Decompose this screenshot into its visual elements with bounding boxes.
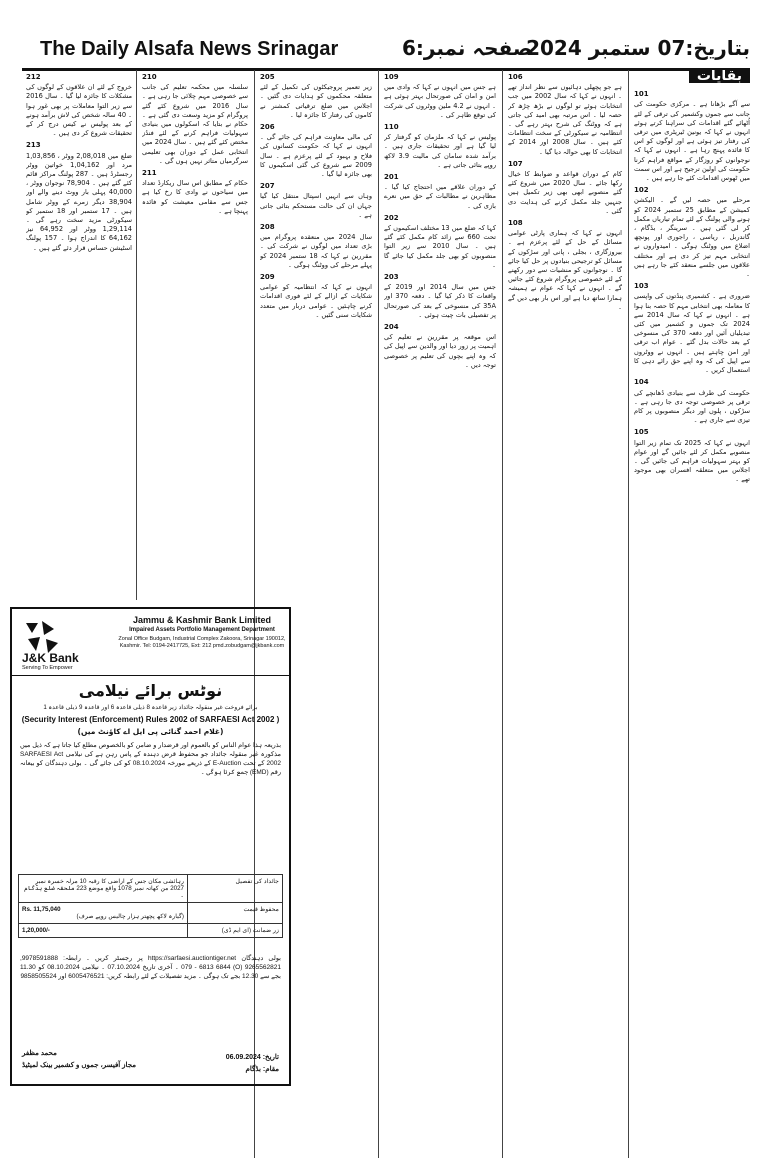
article-number: 202 <box>384 213 399 222</box>
article-number: 201 <box>384 173 399 182</box>
article-number: 203 <box>384 273 399 282</box>
article-text: وہاں سے انہیں اسپتال منتقل کیا گیا جہاں ان کی حالت مستحکم بتائی جاتی ہے ۔ <box>260 192 372 219</box>
table-row <box>19 903 283 924</box>
article-text: ضروری ہے ۔ کشمیری پنڈتوں کی واپسی کا معاملہ بھی انتخابی مہم کا حصہ بنا ہوا ہے ۔ انہوں نے کہا کہ سال 2014 سے 2024 تک جموں و کشمیر میں کئی تبدیلیاں آئیں اور دفعہ 370 کی منسوخی کے بعد حالات بدل گئے ۔ عوام اب ترقی اور امن چاہتے ہیں ۔ انہوں نے ووٹروں سے اپیل کی کہ وہ اپنے حق رائے دہی کا استعمال کریں ۔ <box>634 292 750 375</box>
bank-address: Zonal Office Budgam, Industrial Complex Zakoora, Srinagar 190012, Kashmir. Tel: 0194-2417725, Ext: 212 pmd.zobudgam@jkbank.com <box>118 636 286 649</box>
issue-date: بتاریخ:07 ستمبر 2024 <box>526 36 750 60</box>
article-number: 110 <box>384 123 399 132</box>
notice-body: بذریعہ ہذا عوام الناس کو بالعموم اور قرضدار و ضامن کو بالخصوص مطلع کیا جاتا ہے کہ ذیل میں مذکورہ غیر منقولہ جائداد جو محفوظ قرض دہندہ کے پاس رہن ہے کی نیلامی SARFAESI Act 2002 کے تحت E-Auction کے ذریعے مورخہ 08.10.2024 کو کی جائے گی ۔ بولی دہندگان کو بیعانہ رقم (EMD) جمع کرنا ہوگی ۔ <box>20 742 281 776</box>
article-text: ضلع میں 2,08,018 ووٹر ، 1,03,856 مرد اور 1,04,162 خواتین ووٹر رجسٹرڈ ہیں ۔ 287 پولنگ مراکز قائم کئے گئے ہیں ۔ 78,904 نوجوان ووٹر ، 40,000 پہلی بار ووٹ دینے والے اور 38,904 دیگر زمرے کے ووٹر شامل ہیں ۔ 17 ستمبر اور 18 ستمبر کو سیکورٹی مزید سخت رہے گی ۔ 1,29,114 ووٹر اور 64,952 نیز 64,162 کا اندراج ہوا ۔ 157 پولنگ اسٹیشن حساس قرار دئے گئے ہیں ۔ <box>26 151 132 252</box>
paper-name: The Daily Alsafa News Srinagar <box>40 38 339 60</box>
article-text: کے دوران علاقے میں احتجاج کیا گیا ۔ مظاہرین نے مطالبات کے حق میں نعرے بازی کی ۔ <box>384 183 496 210</box>
article-text: سال 2024 میں منعقدہ پروگرام میں بڑی تعداد میں لوگوں نے شرکت کی ۔ مقررین نے کہا کہ 18 ستمبر 2024 کو پہلے مرحلے کی ووٹنگ ہوگی ۔ <box>260 233 372 269</box>
article-text: حکومت کی طرف سے بنیادی ڈھانچے کی ترقی پر خصوصی توجہ دی جا رہی ہے ۔ سڑکوں ، پلوں اور دیگر منصوبوں پر کام تیزی سے جاری ہے ۔ <box>634 388 750 425</box>
logo-name: J&K Bank <box>22 651 79 665</box>
notice-date: تاریخ: 06.09.2024 <box>225 1054 279 1061</box>
notice-title: نوٹس برائے نیلامی <box>78 681 223 700</box>
article-number: 109 <box>384 73 399 81</box>
article-number: 107 <box>508 159 523 168</box>
column-rule <box>378 70 379 1158</box>
article-number: 211 <box>142 169 157 178</box>
department-name: Impaired Assets Portfolio Management Department <box>129 627 275 633</box>
article-number: 103 <box>634 282 649 291</box>
article-text: ہے جس میں انہوں نے کہا کہ وادی میں امن و امان کی صورتحال بہتر ہوئی ہے ۔ انہوں نے 4.2 ملین ووٹروں کی شرکت کی توقع ظاہر کی ۔ <box>384 83 496 119</box>
officer-name: محمد مظفر <box>22 1050 57 1057</box>
column-rule <box>502 70 503 1158</box>
article-number: 207 <box>260 182 275 191</box>
article-text: ہے جو پچھلی دہائیوں سے نظر انداز تھے ۔ انہوں نے کہا کہ سال 2002 میں جب انتخابات ہوئے تو لوگوں نے بڑھ چڑھ کر حصہ لیا ۔ اس مرتبہ بھی امید کی جاتی ہے کہ ووٹنگ کی شرح بہتر رہے گی ۔ انتظامیہ نے سیکورٹی کے سخت انتظامات کئے ہیں ۔ سال 2008 اور 2014 کے انتخابات کا بھی حوالہ دیا گیا ۔ <box>508 83 622 156</box>
article-number: 204 <box>384 323 399 332</box>
article-number: 206 <box>260 123 275 132</box>
bank-auction-notice <box>10 607 291 1086</box>
article-number: 105 <box>634 428 649 437</box>
article-text: پولیس نے کہا کہ ملزمان کو گرفتار کر لیا گیا ہے اور تحقیقات جاری ہیں ۔ برآمد شدہ سامان کی مالیت 3.9 لاکھ روپے بتائی جاتی ہے ۔ <box>384 133 496 169</box>
column-1 <box>634 70 750 1158</box>
table-cell: رہائشی مکان جس کے اراضی کا رقبہ 10 مرلہ خسرہ نمبر 2027 من کھاتہ نمبر 1078 واقع موضع 223 ملحقہ ضلع بڈگام ۔ <box>19 875 188 903</box>
article-text: سلسلہ میں محکمہ تعلیم کی جانب سے خصوصی مہم چلائی جا رہی ہے ۔ سال 2016 میں شروع کئے گئے پروگرام کو مزید وسعت دی گئی ہے ۔ حکام نے بتایا کہ اسکولوں میں بنیادی سہولیات فراہم کرنے کے لئے فنڈز مختص کئے گئے ہیں ۔ سال 2024 میں انتخابی عمل کے دوران بھی تعلیمی سرگرمیاں متاثر نہیں ہوں گی ۔ <box>142 83 248 165</box>
article-number: 213 <box>26 141 41 150</box>
table-cell: جائداد کی تفصیل <box>187 875 282 903</box>
column-rule <box>136 70 137 600</box>
masthead <box>22 30 750 71</box>
article-text: خروج کے لئے ان علاقوں کے لوگوں کی مشکلات کا جائزہ لیا گیا ۔ سال 2016 سے زیر التوا معاملات پر بھی غور ہوا ۔ 40 سالہ شخص کی لاش برآمد ہونے کے بعد پولیس نے کیس درج کر کے تحقیقات شروع کر دی ہیں ۔ <box>26 83 132 138</box>
article-text: مرحلے میں حصہ لیں گے ۔ الیکشن کمیشن کے مطابق 25 ستمبر 2024 کو ہونے والی پولنگ کے لئے تمام تیاریاں مکمل کر لی گئی ہیں ۔ سرینگر ، بڈگام ، گاندربل ، ریاسی ، راجوری اور پونچھ اضلاع میں ووٹنگ ہوگی ۔ امیدواروں نے انتخابی مہم تیز کر دی ہے اور مختلف علاقوں میں جلسے منعقد کئے جا رہے ہیں ۔ <box>634 196 750 279</box>
article-number: 104 <box>634 378 649 387</box>
article-text: حکام کے مطابق اس سال ریکارڈ تعداد میں سیاحوں نے وادی کا رخ کیا ہے جس سے مقامی معیشت کو فائدہ پہنچا ہے ۔ <box>142 179 248 215</box>
column-2 <box>508 70 622 1158</box>
article-text: کہا کہ ضلع میں 13 مختلف اسکیموں کے تحت 660 سے زائد کام مکمل کئے گئے ہیں ۔ سال 2010 سے زیر التوا منصوبوں کو بھی جلد مکمل کیا جائے گا ۔ <box>384 224 496 269</box>
jk-bank-logo-icon <box>22 619 62 655</box>
rules-line: (Security Interest (Enforcement) Rules 2002 of SARFAESI Act 2002 ) <box>21 715 280 724</box>
article-number: 205 <box>260 73 275 81</box>
article-text: انہوں نے کہا کہ ہماری پارٹی عوامی مسائل کے حل کے لئے پرعزم ہے ۔ بیروزگاری ، بجلی ، پانی اور سڑکوں کے مسائل کو ترجیحی بنیادوں پر حل کیا جائے گا ۔ نوجوانوں کو منشیات سے دور رکھنے کے لئے خصوصی پروگرام شروع کئے جائیں گے ۔ انہوں نے کہا کہ عوام نے ہمیشہ ہمارا ساتھ دیا ہے اور اس بار بھی دیں گے ۔ <box>508 229 622 311</box>
article-number: 209 <box>260 273 275 282</box>
table-cell <box>19 903 188 924</box>
table-cell: 1,20,000/- <box>19 924 188 938</box>
article-text: زیر تعمیر پروجیکٹوں کی تکمیل کے لئے متعلقہ محکموں کو ہدایات دی گئیں ۔ اجلاس میں ضلع ترقیاتی کمشنر نے کاموں کی رفتار کا جائزہ لیا ۔ <box>260 83 372 119</box>
article-number: 102 <box>634 186 649 195</box>
article-number: 208 <box>260 223 275 232</box>
article-number: 212 <box>26 73 41 81</box>
notice-place: مقام: بڈگام <box>245 1066 279 1073</box>
article-text: اس موقعہ پر مقررین نے تعلیم کی اہمیت پر زور دیا اور والدین سے اپیل کی کہ وہ اپنے بچوں کی تعلیم پر خصوصی توجہ دیں ۔ <box>384 333 496 369</box>
reserve-price-words: (گیارہ لاکھ پچھتر ہزار چالیس روپے صرف) <box>76 913 184 920</box>
officer-title: مجاز آفیسر، جموں و کشمیر بینک لمیٹیڈ <box>22 1062 136 1069</box>
column-5 <box>142 70 248 600</box>
article-number: 101 <box>634 90 649 99</box>
logo-tagline: Serving To Empower <box>22 665 73 671</box>
divider <box>12 675 289 676</box>
table-row <box>19 924 283 938</box>
article-number: 210 <box>142 73 157 81</box>
borrower-line: (غلام احمد گنائی پی ایل اے کاؤنٹ میں) <box>77 727 224 736</box>
property-table <box>18 874 283 938</box>
notice-intro: برائے فروخت غیر منقولہ جائداد زیر قاعدہ 8 ذیلی قاعدہ 6 اور قاعدہ 9 ذیلی قاعدہ 1 <box>43 704 258 711</box>
article-text: کام کے دوران قواعد و ضوابط کا خیال رکھا جائے ۔ سال 2020 میں شروع کئے گئے منصوبے ابھی بھی زیر تکمیل ہیں جنہیں جلد مکمل کرنے کی ہدایت دی گئی ۔ <box>508 170 622 215</box>
article-text: انہوں نے کہا کہ 2025 تک تمام زیر التوا منصوبے مکمل کر لئے جائیں گے اور عوام کو بہتر سہولیات فراہم کی جائیں گی ۔ اجلاس میں متعلقہ افسران بھی موجود تھے ۔ <box>634 438 750 484</box>
article-number: 106 <box>508 73 523 81</box>
table-cell: محفوظ قیمت <box>187 903 282 924</box>
page-number: صفحہ نمبر:6 <box>402 36 533 60</box>
article-text: سے آگے بڑھانا ہے ۔ مرکزی حکومت کی جانب سے جموں وکشمیر کی ترقی کے لئے اُٹھائے گئے اقدامات کی سراہنا کرتے ہوئے انہوں نے کہا کہ یونین ٹیریٹری میں ترقی کی رفتار تیز ہوئی ہے اور لوگوں کو اس کا فائدہ پہنچ رہا ہے ۔ انہوں نے کہا کہ نوجوانوں کو روزگار کے مواقع فراہم کرنا حکومت کی اولین ترجیح ہے اور اس سمت میں ٹھوس اقدامات کئے جا رہے ہیں ۔ <box>634 100 750 183</box>
article-number: 108 <box>508 219 523 228</box>
column-3 <box>384 70 496 1158</box>
article-text: انہوں نے کہا کہ انتظامیہ کو عوامی شکایات کے ازالے کے لئے فوری اقدامات کرنے چاہئیں ۔ عوامی دربار میں متعدد شکایات سنی گئیں ۔ <box>260 283 372 319</box>
reserve-price: Rs. 11,75,040 <box>22 906 61 913</box>
section-banner: بقایات <box>689 70 750 83</box>
column-rule <box>628 70 629 1158</box>
notice-footer: بولی دہندگان https://sarfaesi.auctiontiger.net پر رجسٹر کریں ۔ رابطہ: 9978591888, 9265562821 (O) 079 - 6813 6844 ۔ آخری تاریخ 07.10.2024 ۔ نیلامی 08.10.2024 کو 11.30 بجے سے 12.30 بجے تک ہوگی ۔ مزید تفصیلات کے لئے رابطہ کریں: 6005476521 اور 9858505524 <box>20 955 281 980</box>
article-text: کی مالی معاونت فراہم کی جائے گی ۔ انہوں نے کہا کہ حکومت کسانوں کی فلاح و بہبود کے لئے پرعزم ہے ۔ سال 2009 سے شروع کی گئی اسکیموں کا بھی جائزہ لیا گیا ۔ <box>260 133 372 179</box>
article-text: جس میں سال 2014 اور 2019 کے واقعات کا ذکر کیا گیا ۔ دفعہ 370 اور 35A کی منسوخی کے بعد کی صورتحال پر تفصیلی بات چیت ہوئی ۔ <box>384 283 496 319</box>
table-row <box>19 875 283 903</box>
table-cell: زر ضمانت (ای ایم ڈی) <box>187 924 282 938</box>
column-6 <box>26 70 132 600</box>
bank-full-name: Jammu & Kashmir Bank Limited <box>132 615 272 625</box>
